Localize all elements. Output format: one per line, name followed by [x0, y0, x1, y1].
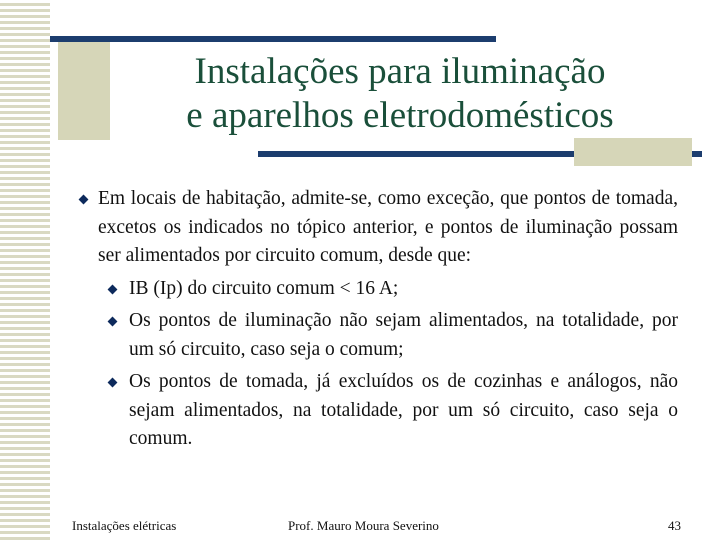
decorative-stripes — [0, 0, 50, 540]
footer-author: Prof. Mauro Moura Severino — [288, 518, 439, 533]
diamond-bullet-icon — [108, 284, 118, 294]
sub-bullet-item-2 — [78, 307, 678, 364]
slide-body — [78, 185, 678, 454]
title-line-1: Instalações para iluminação — [194, 51, 606, 92]
diamond-bullet-icon — [108, 378, 118, 388]
sub-bullet-item-1 — [78, 275, 678, 304]
diamond-bullet-icon — [79, 195, 89, 205]
sub-bullet-text: Os pontos de iluminação não sejam alimentados, na totalidade, por um só circuito, caso seja o comum; — [129, 310, 678, 360]
page-number: 43 — [668, 518, 681, 533]
title-accent-box — [58, 42, 110, 140]
title-line-2: e aparelhos eletrodomésticos — [186, 95, 614, 136]
sub-bullet-text: Os pontos de tomada, já excluídos os de cozinhas e análogos, não sejam alimentados, na totalidade, por um só circuito, caso seja o comum. — [129, 371, 678, 449]
accent-box-right — [574, 138, 692, 166]
diamond-bullet-icon — [108, 317, 118, 327]
sub-bullet-text: IB (Ip) do circuito comum < 16 A; — [129, 277, 399, 299]
footer-course: Instalações elétricas — [72, 518, 177, 533]
slide-title — [120, 50, 680, 138]
bullet-text: Em locais de habitação, admite-se, como exceção, que pontos de tomada, excetos os indicados no tópico anterior, e pontos de iluminação possam ser alimentados por circuito comum, desde que: — [98, 188, 678, 266]
title-rule-top — [50, 36, 496, 42]
sub-bullet-item-3 — [78, 368, 678, 454]
bullet-item-main — [78, 185, 678, 271]
